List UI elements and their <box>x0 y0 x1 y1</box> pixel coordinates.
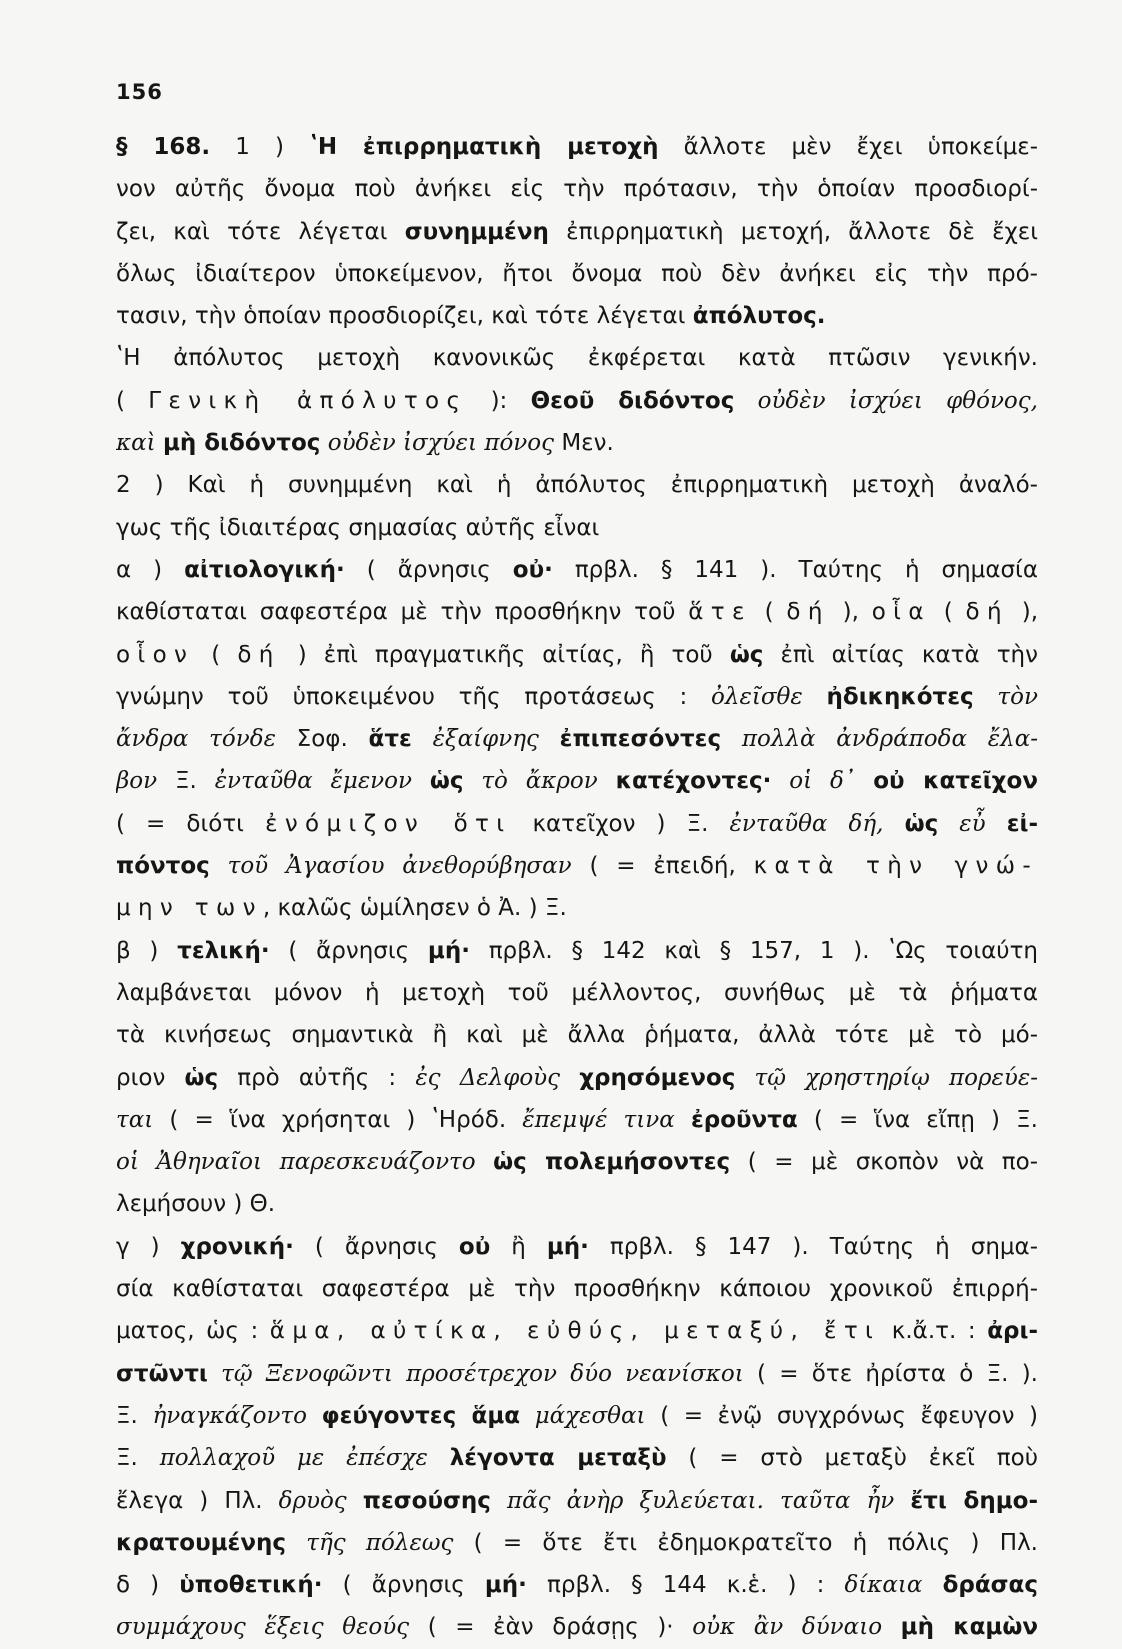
text-segment: ) ἐπὶ πραγματικῆς αἰτίας, ἢ τοῦ <box>280 641 730 668</box>
text-segment: ἐπὶ αἰτίας κατὰ τὴν <box>763 641 1038 668</box>
text-segment: ( = ὅτε ἔτι ἐδημοκρατεῖτο ἡ πόλις ) Πλ. <box>453 1529 1038 1556</box>
text-segment: κρατουμένης <box>116 1529 287 1556</box>
text-segment: οὐ κατεῖχον <box>873 768 1038 795</box>
text-segment: ἢ <box>490 1233 547 1260</box>
text-segment: ὡς <box>729 641 764 668</box>
text-segment: ), <box>1008 599 1038 626</box>
text-segment: ἄλλοτε μὲν ἔχει ὑποκείμε- <box>658 134 1038 160</box>
text-line <box>116 1395 1038 1437</box>
text-segment: πεσούσης <box>362 1487 491 1514</box>
text-segment: οἱ Ἀθηναῖοι παρεσκευάζοντο <box>116 1149 494 1176</box>
text-segment: γνώμην τοῦ ὑποκειμένου τῆς προτάσεως : <box>116 683 712 710</box>
text-line <box>116 803 1038 845</box>
text-segment: ἔτι δημο- <box>910 1487 1038 1514</box>
text-line <box>116 676 1038 718</box>
text-segment: § 168. <box>116 134 211 160</box>
text-line <box>116 1564 1038 1606</box>
text-segment: δή <box>965 599 1009 626</box>
text-line <box>116 845 1038 887</box>
text-line <box>116 887 1038 929</box>
text-segment: πρβλ. § 141 ). Ταύτης ἡ σημασία <box>552 556 1038 583</box>
text-segment: ἐς Δελφοὺς <box>415 1064 580 1091</box>
text-line <box>116 1226 1038 1268</box>
text-segment: οὐδὲν ἰσχύει φθόνος, <box>734 387 1038 414</box>
text-line <box>116 1183 1038 1225</box>
text-segment: μάχεσθαι <box>520 1402 646 1429</box>
text-segment: χρησόμενος <box>579 1064 736 1091</box>
text-segment: ἅμα, αὐτίκα, εὐθύς, μεταξύ, ἔτι <box>269 1318 881 1345</box>
text-line <box>116 422 1038 464</box>
text-line <box>116 1141 1038 1183</box>
text-segment: ἐνόμιζον ὅτι <box>265 810 512 837</box>
text-segment: τῆς πόλεως <box>286 1529 454 1556</box>
text-line <box>116 253 1038 295</box>
text-segment: πρβλ. § 142 καὶ § 157, 1 ). ʽΩς τοιαύτη <box>469 937 1038 964</box>
text-segment: πόντος <box>116 853 210 880</box>
text-segment: ἔλεγα ) Πλ. <box>116 1487 279 1514</box>
text-segment: δρυὸς <box>278 1487 363 1514</box>
text-segment: ὅλως ἰδιαίτερον ὑποκείμενον, ἤτοι ὄνομα ποὺ δὲν ἀνήκει εἰς τὴν πρό- <box>116 260 1038 287</box>
text-segment: τελική· <box>177 937 270 964</box>
text-segment: ( ἄρνησις <box>269 937 428 964</box>
text-line <box>116 972 1038 1014</box>
text-segment: ( = ἵνα εἴπῃ ) Ξ. <box>797 1106 1038 1133</box>
text-segment: Ξ. <box>157 768 215 795</box>
text-segment: λέγοντα μεταξὺ <box>449 1445 667 1472</box>
text-segment: ἐπιρρηματικὴ μετοχή, ἄλλοτε δὲ ἔχει <box>548 218 1038 245</box>
text-segment: ( = ἐνῷ συγχρόνως ἔφευγον ) <box>645 1402 1038 1429</box>
text-segment: μή· <box>546 1233 589 1260</box>
text-segment: τοῦ Ἀγασίου ἀνεθορύβησαν <box>209 853 572 880</box>
body-text <box>116 126 1038 1649</box>
text-line <box>116 1057 1038 1099</box>
text-segment: ἄνδρα τόνδε <box>116 726 276 753</box>
text-segment: ( ἄρνησις <box>322 1572 485 1599</box>
text-segment: ( = διότι <box>116 810 266 837</box>
text-segment: Ξ. <box>116 1445 160 1472</box>
text-line <box>116 464 1038 506</box>
text-segment: λεμήσουν ) Θ. <box>116 1191 276 1218</box>
text-segment: στῶντι <box>116 1360 208 1387</box>
text-segment: 2 ) Καὶ ἡ συνημμένη καὶ ἡ ἀπόλυτος ἐπιρρηματικὴ μετοχὴ ἀναλό- <box>116 472 1038 499</box>
text-segment: ( ἄρνησις <box>344 556 513 583</box>
text-segment: ὡς <box>429 768 464 795</box>
text-segment: , καλῶς ὡμίλησεν ὁ Ἀ. ) Ξ. <box>262 895 567 922</box>
text-segment: αἰτιολογική· <box>184 556 345 583</box>
text-segment: οὐκ ἂν δύναιο <box>692 1614 901 1641</box>
text-segment: ὀλεῖσθε <box>711 683 827 710</box>
text-segment: Ξ. <box>116 1402 153 1429</box>
text-segment: ἅτε <box>368 726 412 753</box>
text-line <box>116 337 1038 379</box>
text-segment: ( <box>194 641 238 668</box>
text-segment: α ) <box>116 556 185 583</box>
text-segment: ʽΗ ἀπόλυτος μετοχὴ κανονικῶς ἐκφέρεται κατὰ πτῶσιν γενικήν. <box>116 345 1038 372</box>
text-segment: ): <box>467 387 531 414</box>
text-segment: ζει, καὶ τότε λέγεται <box>116 218 405 245</box>
text-segment: τασιν, τὴν ὁποίαν προσδιορίζει, καὶ τότε λέγεται <box>116 303 693 330</box>
text-line <box>116 380 1038 422</box>
text-segment: γ ) <box>116 1233 181 1260</box>
text-segment: Θεοῦ διδόντος <box>530 387 735 414</box>
text-segment: πᾶς ἀνὴρ ξυλεύεται. ταῦτα ἦν <box>490 1487 911 1514</box>
text-line <box>116 1310 1038 1352</box>
text-line <box>116 126 1038 168</box>
text-segment: οἷα <box>871 599 931 626</box>
text-segment: βον <box>116 768 158 795</box>
text-segment: καὶ <box>116 430 163 457</box>
text-segment: πρὸ αὐτῆς : <box>218 1064 416 1091</box>
text-segment: Σοφ. <box>275 726 369 753</box>
text-segment: ὑποθετική· <box>179 1572 323 1599</box>
text-segment: ἔπεμψέ τινα <box>522 1106 691 1133</box>
text-segment: ριον <box>116 1064 185 1091</box>
text-segment: δ ) <box>116 1572 180 1599</box>
text-segment: οἱ δ᾽ <box>771 768 874 795</box>
text-line <box>116 1014 1038 1056</box>
text-segment: ( = ἐὰν δράσῃς )· <box>409 1614 693 1641</box>
text-segment: δή <box>237 641 281 668</box>
text-segment: πρβλ. § 144 κ.ἑ. ) : <box>526 1572 845 1599</box>
text-segment: ( = μὲ σκοπὸν νὰ πο- <box>730 1149 1038 1176</box>
text-segment: γως τῆς ἰδιαιτέρας σημασίας αὐτῆς εἶναι <box>116 514 600 541</box>
text-line <box>116 1606 1038 1648</box>
text-line <box>116 1522 1038 1564</box>
text-line <box>116 1437 1038 1479</box>
text-segment: εὖ <box>938 810 1007 837</box>
text-segment: νον αὐτῆς ὄνομα ποὺ ἀνήκει εἰς τὴν πρότασιν, τὴν ὁποίαν προσδιορί- <box>116 176 1038 203</box>
text-segment: μή· <box>484 1572 527 1599</box>
text-segment: 1 ) <box>210 134 310 160</box>
text-segment: συμμάχους ἕξεις θεούς <box>116 1614 410 1641</box>
text-segment: ματος, ὡς : <box>116 1318 270 1345</box>
text-segment: σία καθίσταται σαφεστέρα μὲ τὴν προσθήκην κάποιου χρονικοῦ ἐπιρρή- <box>116 1276 1038 1303</box>
text-segment: Γενικὴ ἀπόλυτος <box>148 387 468 414</box>
text-line <box>116 760 1038 802</box>
text-segment: τὰ κινήσεως σημαντικὰ ἢ καὶ μὲ ἄλλα ῥήματα, ἀλλὰ τότε μὲ τὸ μό- <box>116 1022 1038 1049</box>
text-segment: ( = ὅτε ἠρίστα ὁ Ξ. ). <box>743 1360 1038 1387</box>
text-segment: μὴ διδόντος <box>162 430 321 457</box>
text-segment: οὐδὲν ἰσχύει πόνος <box>320 430 555 457</box>
text-segment: ἐξαίφνης <box>411 726 560 753</box>
text-line <box>116 1268 1038 1310</box>
text-segment: ( = ἵνα χρήσηται ) ʽΗρόδ. <box>153 1106 523 1133</box>
text-line <box>116 718 1038 760</box>
text-segment: πολλὰ ἀνδράποδα ἔλα- <box>721 726 1038 753</box>
text-segment: μην των <box>116 895 263 922</box>
text-segment: ἐνταῦθα δή, <box>729 810 905 837</box>
text-segment: λαμβάνεται μόνον ἡ μετοχὴ τοῦ μέλλοντος, συνήθως μὲ τὰ ῥήματα <box>116 979 1038 1006</box>
text-segment: οἷον <box>116 641 195 668</box>
text-segment: εἰ- <box>1006 810 1038 837</box>
text-segment: κατέχοντες· <box>615 768 772 795</box>
text-segment: ( = ἐπειδή, <box>571 853 754 880</box>
text-segment: ( = στὸ μεταξὺ ἐκεῖ ποὺ <box>666 1445 1038 1472</box>
text-segment: ἀρι- <box>987 1318 1038 1345</box>
text-segment: ( ἄρνησις <box>293 1233 459 1260</box>
text-segment: κατὰ τὴν γνώ- <box>753 853 1038 880</box>
text-segment: οὐ <box>458 1233 491 1260</box>
text-segment: β ) <box>116 937 178 964</box>
text-segment: ( <box>116 387 149 414</box>
text-line <box>116 1480 1038 1522</box>
text-segment: ( <box>930 599 966 626</box>
text-segment: ʽΗ ἐπιρρηματικὴ μετοχὴ <box>309 134 659 160</box>
text-line <box>116 930 1038 972</box>
text-segment: τὸ ἄκρον <box>463 768 616 795</box>
text-segment: τῷ χρηστηρίῳ πορεύε- <box>735 1064 1038 1091</box>
text-segment: ὡς <box>184 1064 219 1091</box>
text-segment: ται <box>116 1106 154 1133</box>
text-segment: ὡς <box>904 810 939 837</box>
text-line <box>116 168 1038 210</box>
text-line <box>116 211 1038 253</box>
text-segment: μή· <box>427 937 470 964</box>
text-segment: κ.ἄ.τ. : <box>880 1318 988 1345</box>
text-line <box>116 507 1038 549</box>
text-segment: συνημμένη <box>404 218 549 245</box>
text-segment: Μεν. <box>554 430 614 457</box>
text-segment: ), <box>829 599 872 626</box>
text-segment: τὸν <box>973 683 1038 710</box>
text-segment: ὡς πολεμήσοντες <box>493 1149 731 1176</box>
text-segment: φεύγοντες ἅμα <box>321 1402 521 1429</box>
text-segment: δράσας <box>942 1572 1038 1599</box>
text-segment: κατεῖχον ) Ξ. <box>511 810 730 837</box>
text-segment: πολλαχοῦ με ἐπέσχε <box>159 1445 450 1472</box>
text-line <box>116 1099 1038 1141</box>
text-segment: καθίσταται σαφεστέρα μὲ τὴν προσθήκην τοῦ <box>116 599 689 626</box>
text-line <box>116 295 1038 337</box>
text-segment: μὴ καμὼν <box>900 1614 1038 1641</box>
text-segment: ἐνταῦθα ἔμενον <box>214 768 430 795</box>
text-segment: ἠδικηκότες <box>826 683 974 710</box>
text-segment: πρβλ. § 147 ). Ταύτης ἡ σημα- <box>588 1233 1038 1260</box>
text-line <box>116 549 1038 591</box>
text-segment: ἐπιπεσόντες <box>559 726 722 753</box>
text-line <box>116 591 1038 633</box>
text-segment: ἅτε <box>688 599 752 626</box>
text-segment: ἠναγκάζοντο <box>152 1402 322 1429</box>
text-segment: οὐ· <box>512 556 553 583</box>
text-segment: χρονική· <box>180 1233 294 1260</box>
text-segment: τῷ Ξενοφῶντι προσέτρεχον δύο νεανίσκοι <box>207 1360 744 1387</box>
text-segment: ( <box>751 599 787 626</box>
text-segment: ἐροῦντα <box>690 1106 798 1133</box>
text-line <box>116 1353 1038 1395</box>
text-segment: ἀπόλυτος. <box>692 303 826 330</box>
text-line <box>116 634 1038 676</box>
text-segment: δή <box>786 599 830 626</box>
page-number: 156 <box>116 80 163 104</box>
text-segment: δίκαια <box>844 1572 943 1599</box>
